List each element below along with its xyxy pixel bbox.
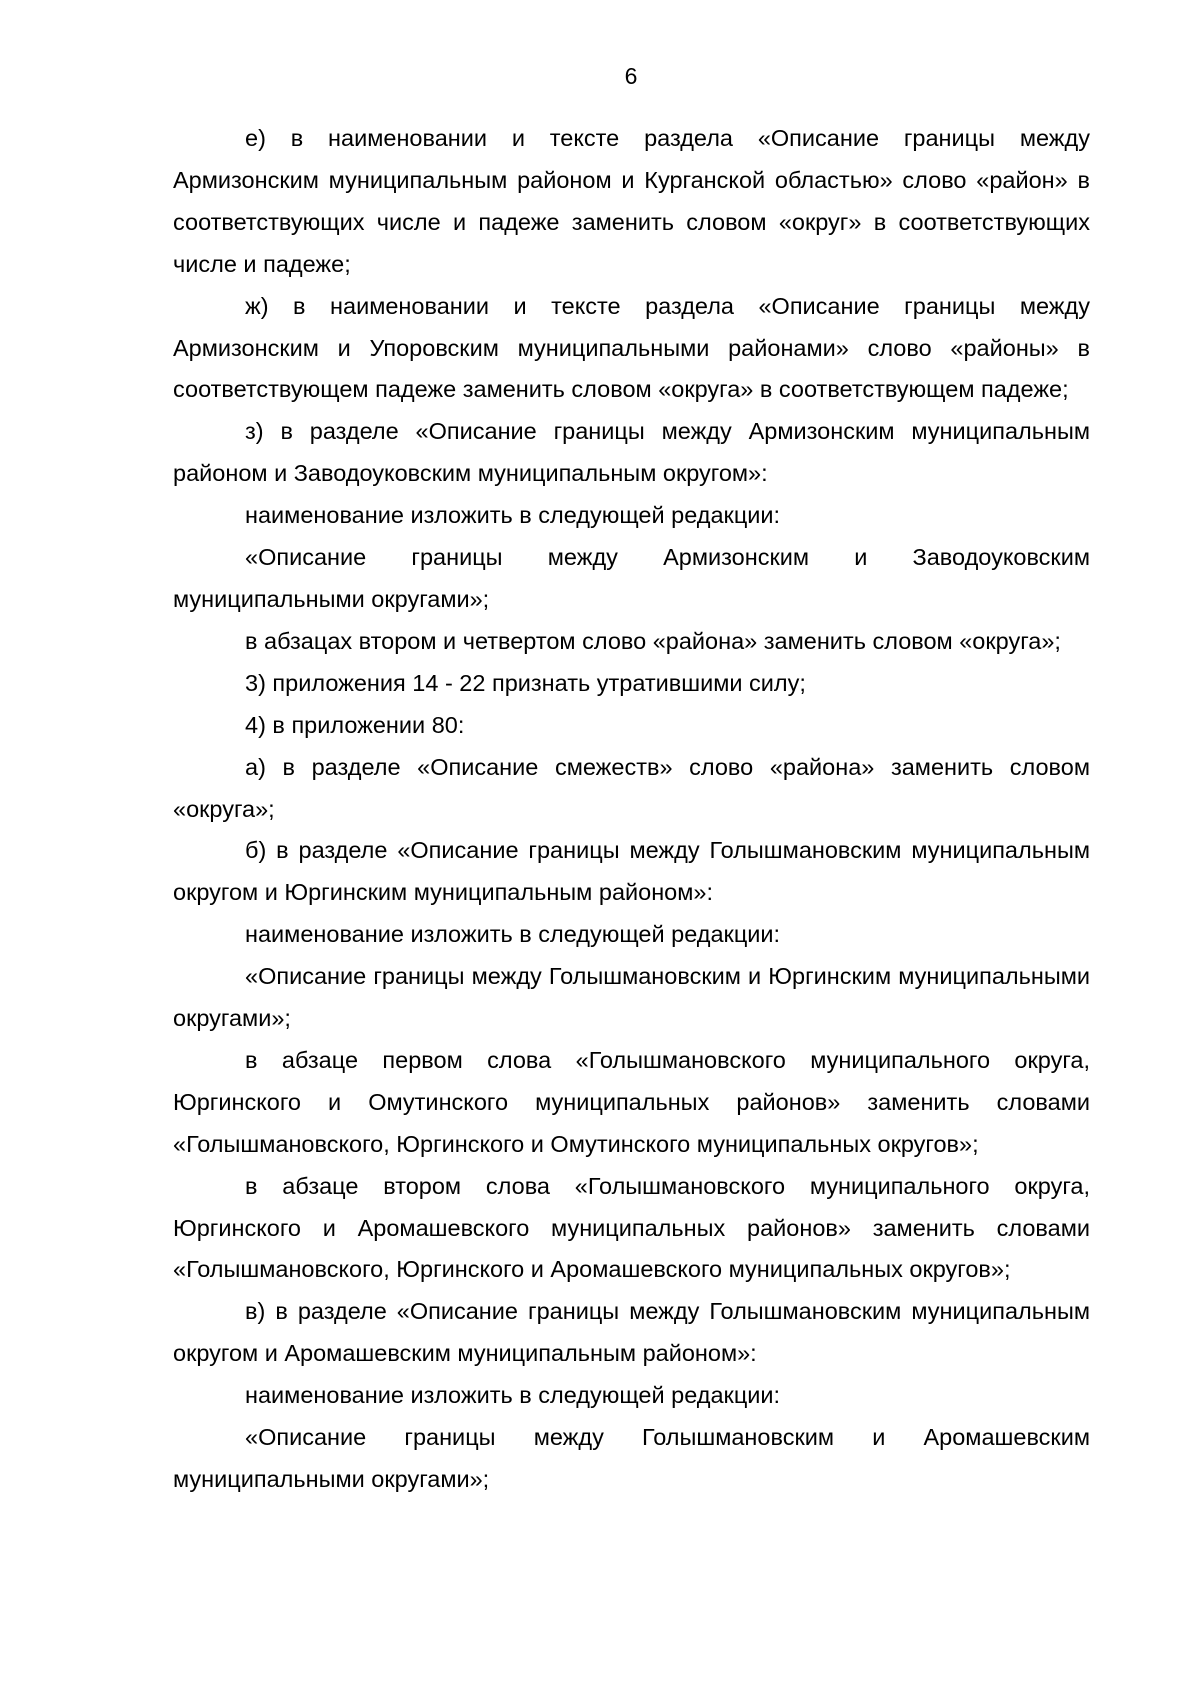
document-body [173,118,1090,1501]
paragraph-b: б) в разделе «Описание границы между Голышмановским муниципальным округом и Юргинским муниципальным районом»: [173,837,1090,906]
paragraph-a: а) в разделе «Описание смежеств» слово «района» заменить словом «округа»; [173,753,1090,822]
paragraph-abzats-1: в абзаце первом слова «Голышмановского муниципального округа, Юргинского и Омутинского муниципальных районов» заменить словами «Голышмановского, Юргинского и Омутинского муниципальных округов»; [173,1046,1090,1157]
paragraph-zh: ж) в наименовании и тексте раздела «Описание границы между Армизонским и Упоровским муниципальными районами» слово «районы» в соответствующем падеже заменить словом «округа» в соответствующем падеже; [173,292,1090,403]
paragraph-item-3: 3) приложения 14 - 22 признать утратившими силу; [245,669,806,696]
paragraph-v: в) в разделе «Описание границы между Голышмановским муниципальным округом и Аромашевским муниципальным районом»: [173,1298,1090,1367]
paragraph-naming-2: наименование изложить в следующей редакции: [245,921,781,948]
page-number: 6 [624,63,638,89]
paragraph-naming-3: наименование изложить в следующей редакции: [245,1382,781,1409]
paragraph-abzats-2: в абзаце втором слова «Голышмановского муниципального округа, Юргинского и Аромашевского муниципальных районов» заменить словами «Голышмановского, Юргинского и Аромашевского муниципальных округов»; [173,1172,1090,1283]
paragraph-naming-1: наименование изложить в следующей редакции: [245,502,781,529]
paragraph-item-4: 4) в приложении 80: [245,711,465,738]
paragraph-new-name-2: «Описание границы между Голышмановским и Юргинским муниципальными округами»; [173,963,1090,1032]
paragraph-abzats-2-4: в абзацах втором и четвертом слово «района» заменить словом «округа»; [245,627,1061,654]
paragraph-new-name-3: «Описание границы между Голышмановским и Аромашевским муниципальными округами»; [173,1424,1090,1492]
paragraph-new-name-1: «Описание границы между Армизонским и Заводоуковским муниципальными округами»; [173,544,1090,612]
paragraph-e: е) в наименовании и тексте раздела «Описание границы между Армизонским муниципальным районом и Курганской областью» слово «район» в соответствующих числе и падеже заменить словом «округ» в соответствующих числе и падеже; [173,125,1090,277]
paragraph-z: з) в разделе «Описание границы между Армизонским муниципальным районом и Заводоуковским муниципальным округом»: [173,418,1090,487]
